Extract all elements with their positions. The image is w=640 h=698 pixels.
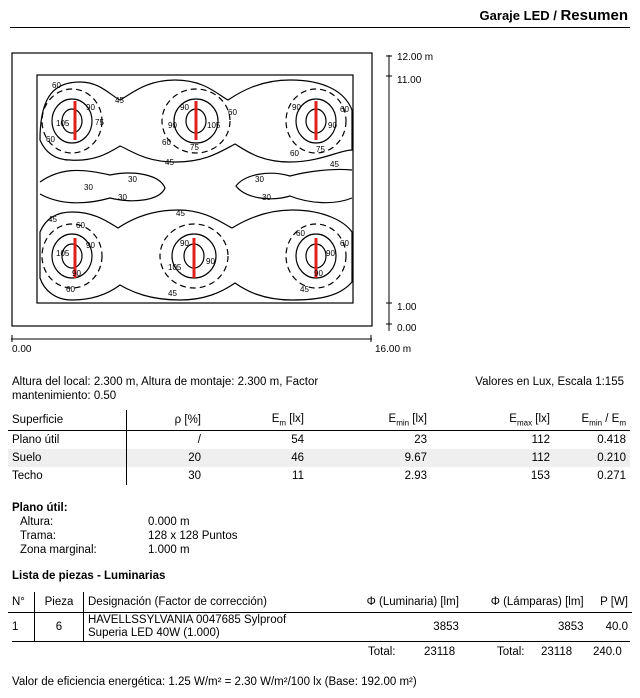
total-label-luminaria: Total: [368,646,396,658]
svg-text:105: 105 [56,249,70,258]
svg-text:90: 90 [180,239,189,248]
energy-efficiency: Valor de eficiencia energética: 1.25 W/m² = 2.30 W/m²/100 lx (Base: 192.00 m²) [12,676,417,688]
svg-text:90: 90 [86,241,95,250]
col-emax: $E_{max}$ [lx] [509,412,550,428]
col-designacion: Designación (Factor de corrección) [88,595,267,608]
page-title [480,7,628,24]
svg-text:90: 90 [180,103,189,112]
col-flux-luminaria: Φ (Luminaria) [lm] [366,595,459,608]
svg-text:90: 90 [72,269,81,278]
svg-text:60: 60 [46,135,55,144]
work-plane-label: Zona marginal: [20,544,97,556]
surface-row: Plano útil / 54 23 112 0.418 [8,431,630,450]
designacion-line-1: HAVELLSSYLVANIA 0047685 Sylproof [88,614,287,627]
parts-totals-rule [12,641,630,642]
surfaces-header-row [8,410,630,431]
svg-text:30: 30 [255,175,264,184]
header-divider [10,27,630,28]
svg-text:90: 90 [206,257,215,266]
svg-text:60: 60 [290,149,299,158]
contour-labels [46,81,349,298]
col-ratio: $E_{min} / E_m$ [581,412,626,428]
dim-label-bottom: 0.00 [397,323,417,334]
parts-totals-row [0,645,640,659]
svg-text:60: 60 [52,81,61,90]
surface-row: Techo 30 11 2.93 153 0.271 [8,467,630,485]
total-power: 240.0 [593,646,622,658]
surface-row: Suelo 20 46 9.67 112 0.210 [8,449,630,467]
svg-text:105: 105 [168,263,182,272]
svg-text:60: 60 [76,221,85,230]
svg-text:30: 30 [128,175,137,184]
title-main: Resumen [560,7,628,24]
dim-label-upper: 11.00 [397,75,422,86]
work-plane-value: 1.000 m [148,544,190,556]
room-info [12,375,318,403]
col-rho: ρ [%] [174,414,201,426]
title-prefix: Garaje LED / [479,8,561,23]
svg-text:105: 105 [56,119,70,128]
work-plane-value: 0.000 m [148,516,190,528]
svg-text:45: 45 [176,209,185,218]
svg-text:75: 75 [95,118,104,127]
svg-text:90: 90 [86,103,95,112]
svg-text:90: 90 [168,121,177,130]
parts-table [8,592,632,642]
svg-text:30: 30 [262,193,271,202]
contour-30-right [236,169,352,202]
total-label-lamparas: Total: [497,646,525,658]
surfaces-table [8,410,630,485]
svg-text:60: 60 [228,108,237,117]
col-em: $E_m$ [lx] [271,412,304,428]
luminaires [75,101,316,278]
svg-text:90: 90 [326,249,335,258]
svg-text:45: 45 [330,160,339,169]
scale-info: Valores en Lux, Escala 1:155 [475,376,624,388]
contour-30-left [40,170,165,202]
designacion-line-2: Superia LED 40W (1.000) [88,627,220,640]
work-plane-label: Altura: [20,516,54,528]
work-plane-title: Plano útil: [12,502,68,514]
svg-text:60: 60 [340,105,349,114]
col-n: N° [8,592,35,612]
horizontal-dimension-axis [11,335,372,342]
col-superficie: Superficie [8,410,127,431]
parts-title: Lista de piezas - Luminarias [12,570,166,582]
dim-label-x-end: 16.00 m [375,344,412,355]
svg-text:45: 45 [48,215,57,224]
svg-text:45: 45 [165,158,174,167]
total-flux-luminaria: 23118 [424,646,456,658]
col-pieza: Pieza [35,592,84,612]
dim-label-top: 12.00 m [397,52,434,63]
dim-label-x-start: 0.00 [12,344,32,355]
total-flux-lamparas: 23118 [541,646,573,658]
svg-text:30: 30 [84,183,93,192]
dim-label-lower: 1.00 [397,302,417,313]
work-plane-label: Trama: [20,530,56,542]
svg-text:60: 60 [296,229,305,238]
col-emin: $E_{min}$ [lx] [388,412,427,428]
room-info-line-2: mantenimiento: 0.50 [12,390,117,402]
col-flux-lamparas: Φ (Lámparas) [lm] [490,595,584,608]
svg-text:90: 90 [328,121,337,130]
svg-text:75: 75 [190,143,199,152]
parts-header-row [8,592,632,612]
svg-text:60: 60 [162,138,171,147]
svg-text:90: 90 [292,103,301,112]
svg-text:45: 45 [115,96,124,105]
room-info-line-1: Altura del local: 2.300 m, Altura de montaje: 2.300 m, Factor [12,376,319,388]
svg-text:60: 60 [66,285,75,294]
svg-text:45: 45 [300,285,309,294]
svg-text:105: 105 [207,121,221,130]
parts-row: 1 6 HAVELLSSYLVANIA 0047685 Sylproof Superia LED 40W (1.000) 3853 3853 40.0 [8,612,632,642]
col-power: P [W] [600,595,628,608]
svg-text:60: 60 [340,239,349,248]
svg-text:90: 90 [314,269,323,278]
svg-text:75: 75 [316,145,325,154]
vertical-dimension-axis [386,55,392,331]
work-plane-section [12,501,312,557]
svg-text:30: 30 [118,193,127,202]
work-plane-value: 128 x 128 Puntos [148,530,238,542]
svg-text:45: 45 [168,289,177,298]
isolux-plan [0,40,640,365]
